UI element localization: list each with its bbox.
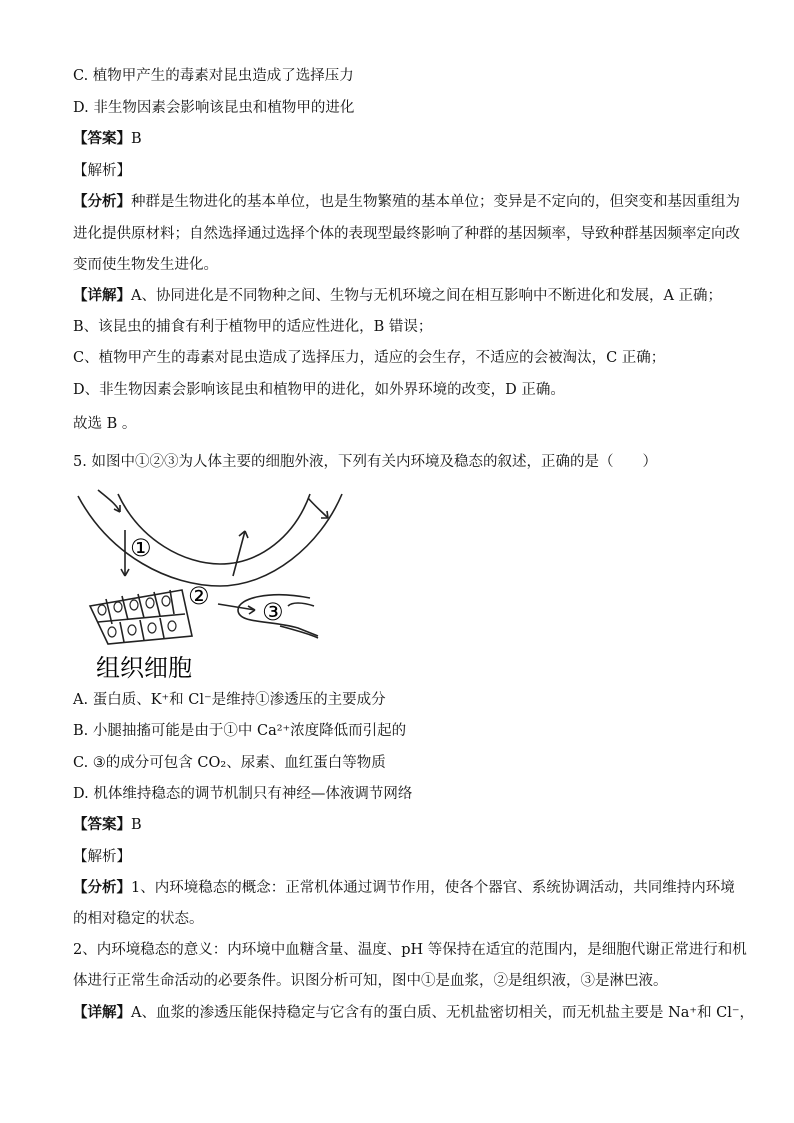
label-tissue-cells: 组织细胞 xyxy=(96,654,192,682)
arrow-2-up xyxy=(233,531,245,576)
q4-choose: 故选 B 。 xyxy=(73,416,137,432)
fenxi-text: 种群是生物进化的基本单位，也是生物繁殖的基本单位；变异是不定向的，但突变和基因重组为 xyxy=(131,194,740,210)
q4-detail-line-d: D、非生物因素会影响该昆虫和植物甲的进化，如外界环境的改变，D 正确。 xyxy=(73,382,565,398)
q5-stem: 5. 如图中①②③为人体主要的细胞外液，下列有关内环境及稳态的叙述，正确的是（ ） xyxy=(73,454,657,470)
q5-option-a: A. 蛋白质、K⁺和 Cl⁻是维持①渗透压的主要成分 xyxy=(73,692,386,708)
q4-fenxi-line-1 xyxy=(73,192,740,212)
q5-fenxi-line-2: 的相对稳定的状态。 xyxy=(73,911,204,927)
flow-arrow-top-right xyxy=(308,498,328,518)
flow-arrow-top-left xyxy=(98,490,120,512)
tissue-cell-cluster xyxy=(90,590,192,644)
q5-answer-line xyxy=(73,815,733,835)
q5-option-c: C. ③的成分可包含 CO₂、尿素、血红蛋白等物质 xyxy=(73,755,386,771)
diagram-svg xyxy=(70,486,350,686)
q4-option-d: D. 非生物因素会影响该昆虫和植物甲的进化 xyxy=(73,100,355,116)
q4-analysis-tag: 【解析】 xyxy=(73,163,131,179)
q5-fenxi-line-3: 2、内环境稳态的意义：内环境中血糖含量、温度、pH 等保持在适宜的范围内，是细胞代谢正常进行和机 xyxy=(73,942,747,958)
lymph-vessel-wall-2 xyxy=(288,603,314,606)
answer-value: B xyxy=(131,817,142,833)
fenxi-text: 1、内环境稳态的概念：正常机体通过调节作用，使各个器官、系统协调活动，共同维持内环境 xyxy=(131,880,735,896)
q4-fenxi-line-3: 变而使生物发生进化。 xyxy=(73,257,218,273)
detail-text: A、协同进化是不同物种之间、生物与无机环境之间在相互影响中不断进化和发展，A 正确； xyxy=(131,288,723,304)
detail-tag: 【详解】 xyxy=(73,1004,131,1021)
q4-answer-line xyxy=(73,129,733,149)
q5-option-d: D. 机体维持稳态的调节机制只有神经—体液调节网络 xyxy=(73,786,413,802)
q4-detail-line-c: C、植物甲产生的毒素对昆虫造成了选择压力，适应的会生存，不适应的会被淘汰，C 正确； xyxy=(73,350,666,366)
q4-detail-line-b: B、该昆虫的捕食有利于植物甲的适应性进化，B 错误； xyxy=(73,319,433,335)
answer-value: B xyxy=(131,131,142,147)
answer-tag: 【答案】 xyxy=(73,130,131,147)
q4-option-c: C. 植物甲产生的毒素对昆虫造成了选择压力 xyxy=(73,68,354,84)
q5-fenxi-line-1 xyxy=(73,878,733,898)
label-lymph: ③ xyxy=(262,598,284,626)
q5-analysis-tag: 【解析】 xyxy=(73,849,131,865)
fenxi-tag: 【分析】 xyxy=(73,879,131,896)
q5-option-b: B. 小腿抽搐可能是由于①中 Ca²⁺浓度降低而引起的 xyxy=(73,723,407,739)
fenxi-tag: 【分析】 xyxy=(73,193,131,210)
extracellular-fluid-diagram xyxy=(70,486,350,686)
detail-tag: 【详解】 xyxy=(73,287,131,304)
label-tissue-fluid: ② xyxy=(188,582,210,610)
answer-tag: 【答案】 xyxy=(73,816,131,833)
label-plasma: ① xyxy=(130,534,152,562)
detail-text: A、血浆的渗透压能保持稳定与它含有的蛋白质、无机盐密切相关，而无机盐主要是 Na⁺和 Cl⁻， xyxy=(131,1005,755,1021)
q5-detail-line-a xyxy=(73,1003,755,1023)
q5-fenxi-line-4: 体进行正常生命活动的必要条件。识图分析可知，图中①是血浆，②是组织液，③是淋巴液。 xyxy=(73,973,668,989)
q4-detail-line-a xyxy=(73,286,733,306)
q4-fenxi-line-2: 进化提供原材料；自然选择通过选择个体的表现型最终影响了种群的基因频率，导致种群基因频率定向改 xyxy=(73,226,740,242)
